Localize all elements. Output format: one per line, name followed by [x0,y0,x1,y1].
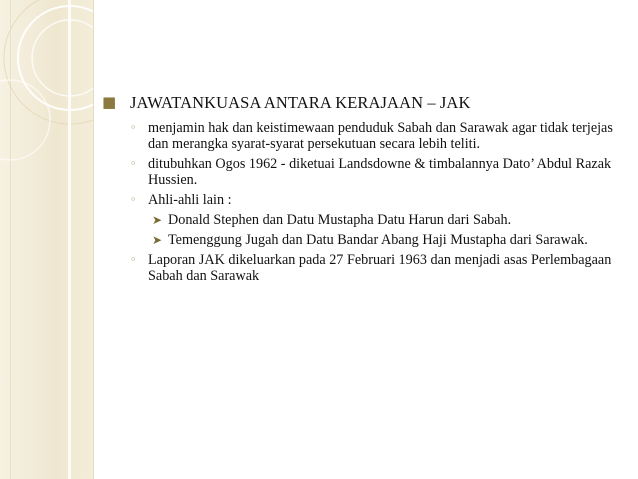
square-bullet-icon: ■ [102,93,117,111]
sub-list-item [102,212,622,228]
check-arrow-bullet-icon: ➤ [152,233,163,247]
slide-title: JAWATANKUASA ANTARA KERAJAAN – JAK [130,93,471,112]
bullet-list [102,120,622,284]
ring-bullet-icon: ◦ [130,253,137,266]
ring-bullet-icon: ◦ [130,193,137,206]
side-panel-stripe [68,0,71,479]
list-item [102,120,622,152]
sub-list-item-text: Donald Stephen dan Datu Mustapha Datu Harun dari Sabah. [168,212,512,228]
side-panel-border [93,0,94,479]
check-arrow-bullet-icon: ➤ [152,213,163,227]
decorative-circles-art [0,0,93,479]
slide-content [102,92,622,284]
title-row [102,92,622,116]
list-item [102,192,622,208]
ring-bullet-icon: ◦ [130,121,137,134]
list-item-text: Laporan JAK dikeluarkan pada 27 Februari 1963 dan menjadi asas Perlembagaan Sabah dan Sarawak [148,252,612,284]
ring-bullet-icon: ◦ [130,157,137,170]
sub-list-item-text: Temenggung Jugah dan Datu Bandar Abang Haji Mustapha dari Sarawak. [168,232,588,248]
list-item [102,252,622,284]
list-item [102,156,622,188]
list-item-text: Ahli-ahli lain : [148,192,232,208]
list-item-text: menjamin hak dan keistimewaan penduduk Sabah dan Sarawak agar tidak terjejas dan merangka syarat-syarat persekutuan secara lebih teliti. [148,120,613,152]
list-item-text: ditubuhkan Ogos 1962 - diketuai Landsdowne & timbalannya Dato’ Abdul Razak Hussien. [148,156,612,188]
sub-list-item [102,232,622,248]
